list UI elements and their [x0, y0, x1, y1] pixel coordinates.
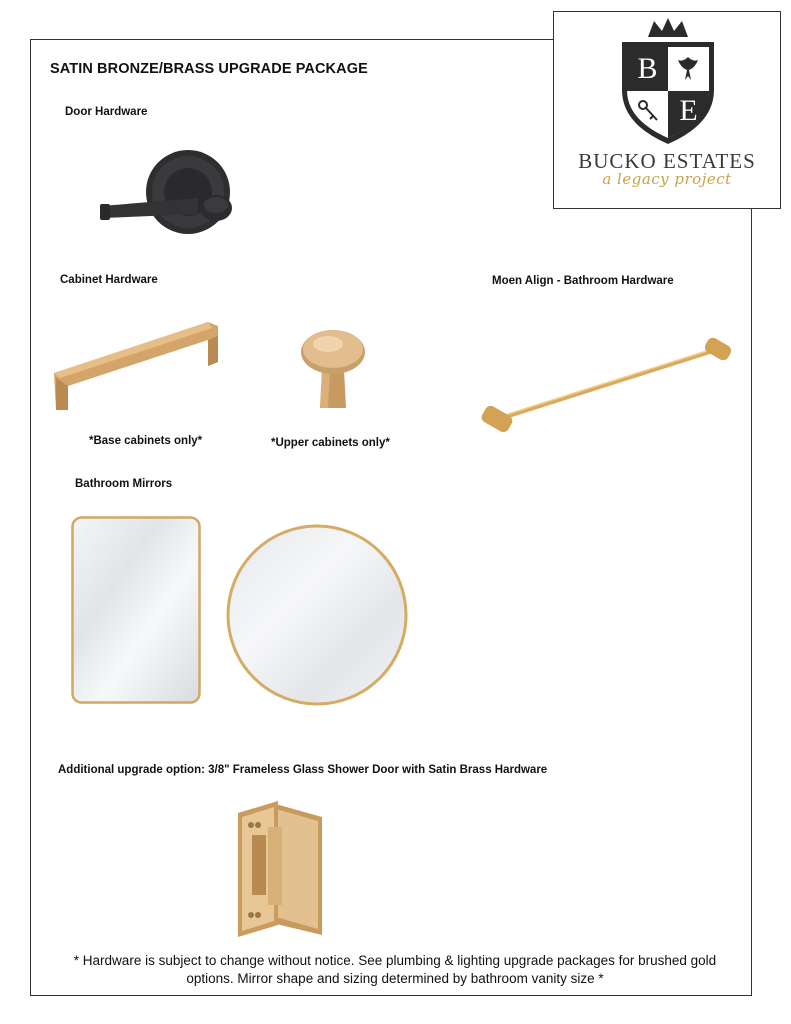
logo-box: [553, 11, 781, 209]
rectangular-mirror-icon: [71, 516, 201, 704]
logo-company-name: BUCKO ESTATES: [578, 149, 756, 173]
cabinet-hardware-label: Cabinet Hardware: [60, 274, 158, 286]
base-cabinets-caption: *Base cabinets only*: [89, 435, 203, 447]
logo-tagline: a legacy project: [602, 170, 732, 188]
logo-letter-b: B: [637, 52, 658, 85]
lever-door-handle-icon: [98, 148, 238, 248]
towel-bar-icon: [484, 330, 734, 440]
upper-cabinets-caption: *Upper cabinets only*: [271, 437, 390, 449]
shower-option-label: Additional upgrade option: 3/8" Frameless Glass Shower Door with Satin Brass Hardware: [58, 764, 548, 776]
crest-icon: [554, 12, 782, 152]
footnote-line-2: options. Mirror shape and sizing determined by bathroom vanity size *: [186, 971, 604, 986]
door-hardware-label: Door Hardware: [65, 106, 148, 118]
footnote-line-1: * Hardware is subject to change without notice. See plumbing & lighting upgrade packages for brushed gold: [73, 953, 717, 968]
logo-letter-e: E: [679, 94, 698, 127]
shower-hinge-icon: [232, 795, 332, 945]
page-title: SATIN BRONZE/BRASS UPGRADE PACKAGE: [50, 61, 368, 77]
bathroom-mirrors-label: Bathroom Mirrors: [75, 478, 173, 490]
footnote: [40, 952, 750, 988]
cabinet-knob-icon: [298, 322, 368, 412]
bathroom-hardware-label: Moen Align - Bathroom Hardware: [492, 275, 674, 287]
round-mirror-icon: [225, 523, 409, 707]
cabinet-pull-icon: [48, 318, 223, 418]
